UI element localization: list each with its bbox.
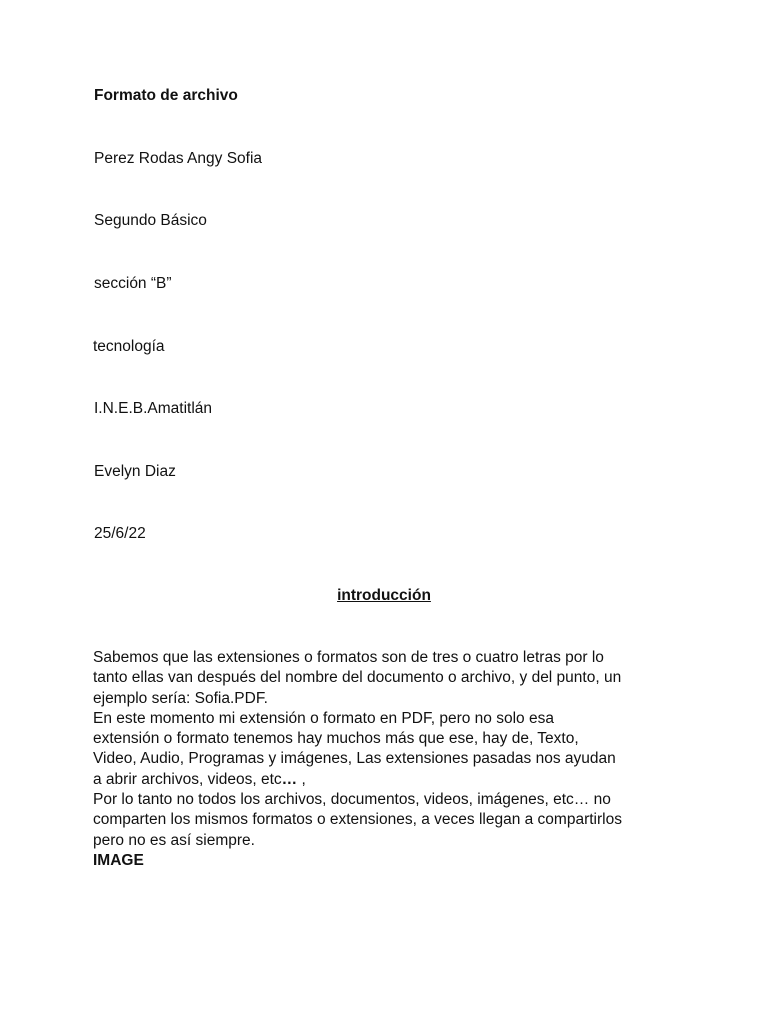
paragraph-line: Por lo tanto no todos los archivos, documentos, videos, imágenes, etc… no	[93, 791, 611, 809]
section: sección “B”	[94, 275, 172, 292]
intro-heading	[0, 586, 768, 606]
grade-level: Segundo Básico	[94, 212, 207, 229]
paragraph-line: En este momento mi extensión o formato en PDF, pero no solo esa	[93, 709, 554, 727]
intro-heading-text: introducción	[337, 587, 431, 604]
document-date: 25/6/22	[94, 525, 146, 542]
school-name: I.N.E.B.Amatitlán	[94, 400, 213, 417]
teacher-name: Evelyn Diaz	[94, 463, 176, 480]
document-heading: Formato de archivo	[94, 87, 238, 104]
subject: tecnología	[93, 338, 165, 355]
paragraph-line: Sabemos que las extensiones o formatos son de tres o cuatro letras por lo	[93, 649, 604, 666]
paragraph-line: tanto ellas van después del nombre del documento o archivo, y del punto, un	[93, 669, 622, 687]
intro-paragraph	[93, 648, 683, 871]
bold-ellipsis: …	[281, 770, 298, 788]
student-name: Perez Rodas Angy Sofia	[94, 150, 263, 167]
paragraph-text: ,	[297, 770, 306, 788]
paragraph-text: a abrir archivos, videos, etc	[93, 770, 282, 788]
image-placeholder: IMAGE	[93, 851, 144, 869]
paragraph-line: comparten los mismos formatos o extensiones, a veces llegan a compartirlos	[93, 811, 622, 829]
paragraph-line: extensión o formato tenemos hay muchos más que ese, hay de, Texto,	[93, 730, 579, 748]
paragraph-line: pero no es así siempre.	[93, 831, 255, 849]
paragraph-line	[93, 770, 683, 790]
paragraph-line: Video, Audio, Programas y imágenes, Las extensiones pasadas nos ayudan	[93, 750, 616, 768]
paragraph-line: ejemplo sería: Sofia.PDF.	[93, 689, 268, 707]
